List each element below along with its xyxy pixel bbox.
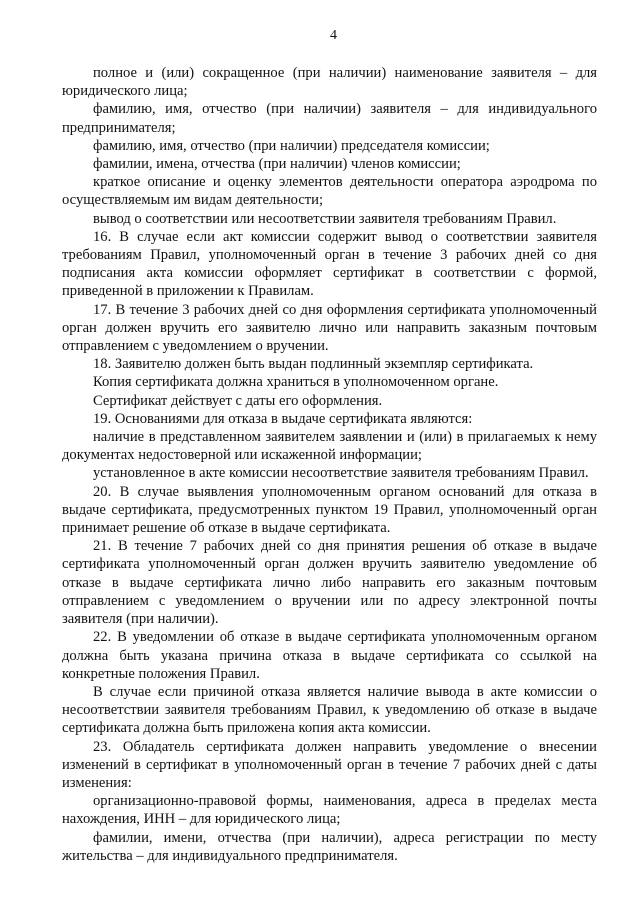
paragraph-refusal-reason: В случае если причиной отказа является наличие вывода в акте комиссии о несоответствии заявителя требованиям Правил, к уведомлению об отказе в выдаче сертификата должна быть приложена копия акта комиссии. bbox=[62, 683, 597, 737]
paragraph-entrepreneur-name: фамилию, имя, отчество (при наличии) заявителя – для индивидуального предпринимателя; bbox=[62, 101, 597, 136]
paragraph-clause-20: 20. В случае выявления уполномоченным органом оснований для отказа в выдаче сертификата, предусмотренных пунктом 19 Правил, уполномоченный орган принимает решение об отказе в выдаче сертификата. bbox=[62, 483, 597, 537]
paragraph-clause-16: 16. В случае если акт комиссии содержит вывод о соответствии заявителя требованиям Правил, уполномоченный орган в течение 3 рабочих дней со дня подписания акта комиссии оформляет сертификат в соответствии с формой, приведенной в приложении к Правилам. bbox=[62, 228, 597, 300]
paragraph-clause-21: 21. В течение 7 рабочих дней со дня принятия решения об отказе в выдаче сертификата уполномоченный орган должен вручить заявителю уведомление об отказе в выдаче сертификата лично либо направить его заказным почтовым отправлением с уведомлением о вручении или по адресу электронной почты заявителя (при наличии). bbox=[62, 538, 597, 628]
paragraph-nonconformity: установленное в акте комиссии несоответствие заявителя требованиям Правил. bbox=[93, 465, 589, 482]
paragraph-clause-22: 22. В уведомлении об отказе в выдаче сертификата уполномоченным органом должна быть указана причина отказа в выдаче сертификата со ссылкой на конкретные положения Правил. bbox=[62, 629, 597, 682]
paragraph-activity-description: краткое описание и оценку элементов деятельности оператора аэродрома по осуществляемым им видам деятельности; bbox=[62, 174, 597, 209]
paragraph-clause-19: 19. Основаниями для отказа в выдаче сертификата являются: bbox=[93, 410, 473, 427]
paragraph-clause-18: 18. Заявителю должен быть выдан подлинный экземпляр сертификата. bbox=[93, 356, 534, 373]
paragraph-false-information: наличие в представленном заявителем заявлении и (или) в прилагаемых к нему документах недостоверной или искаженной информации; bbox=[62, 429, 597, 464]
paragraph-certificate-validity: Сертификат действует с даты его оформления. bbox=[93, 392, 383, 409]
paragraph-legal-entity-changes: организационно-правовой формы, наименования, адреса в пределах места нахождения, ИНН – для юридического лица; bbox=[62, 793, 597, 828]
document-body bbox=[62, 64, 597, 865]
paragraph-conformity-conclusion: вывод о соответствии или несоответствии заявителя требованиям Правил. bbox=[93, 210, 557, 227]
paragraph-applicant-name: полное и (или) сокращенное (при наличии) наименование заявителя – для юридического лица; bbox=[62, 65, 597, 100]
paragraph-clause-17: 17. В течение 3 рабочих дней со дня оформления сертификата уполномоченный орган должен вручить его заявителю лично или направить заказным почтовым отправлением с уведомлением о вручении. bbox=[62, 301, 597, 355]
paragraph-commission-chair: фамилию, имя, отчество (при наличии) председателя комиссии; bbox=[93, 137, 490, 154]
page-number: 4 bbox=[330, 28, 337, 43]
paragraph-clause-23: 23. Обладатель сертификата должен направить уведомление о внесении изменений в сертификат в уполномоченный орган в течение 7 рабочих дней с даты изменения: bbox=[62, 738, 597, 791]
paragraph-certificate-copy: Копия сертификата должна храниться в уполномоченном органе. bbox=[93, 374, 499, 391]
paragraph-commission-members: фамилии, имена, отчества (при наличии) членов комиссии; bbox=[93, 156, 461, 173]
paragraph-entrepreneur-changes: фамилии, имени, отчества (при наличии), адреса регистрации по месту жительства – для индивидуального предпринимателя. bbox=[62, 829, 597, 864]
